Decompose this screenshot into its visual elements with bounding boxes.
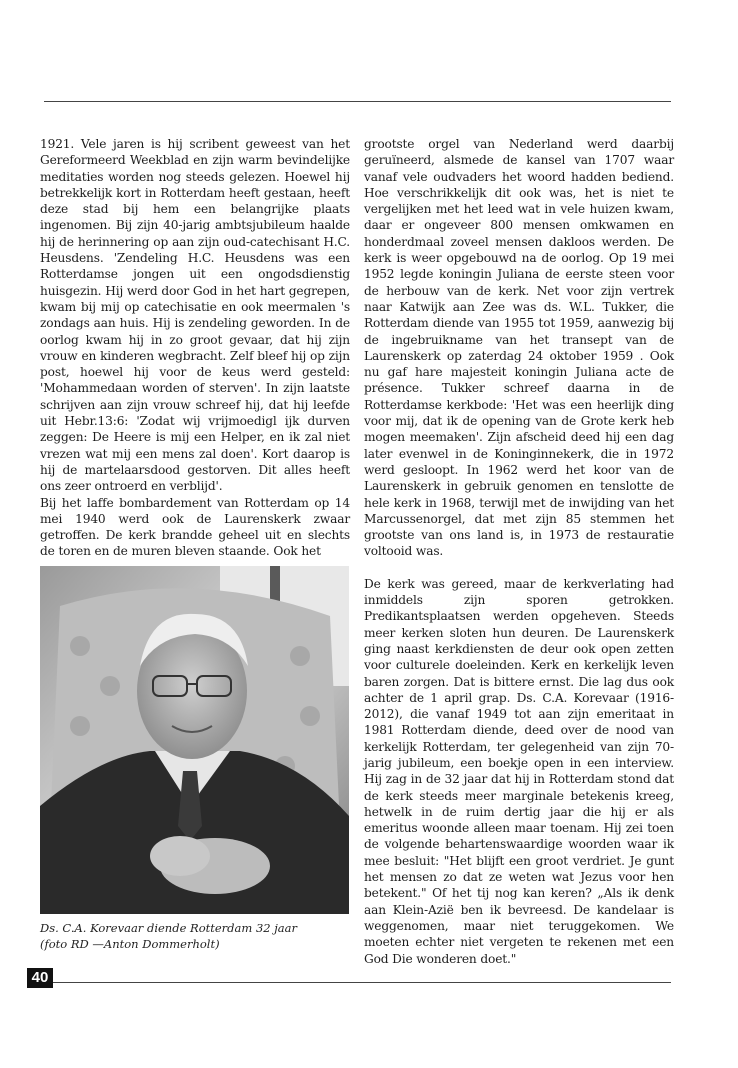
top-rule — [44, 101, 671, 102]
right-paragraph-2: De kerk was gereed, maar de kerkverlating had inmiddels zijn sporen getrokken. Predikantsplaatsen werden opgeheven. Steeds meer kerken sloten hun deuren. De Laurenskerk ging naast kerkdiensten de deur ook open zetten voor culturele doeleinden. Kerk en kerkelijk leven baren zorgen. Dat is bittere ernst. Die lag dus ook achter de 1 april grap. Ds. C.A. Korevaar (1916-2012), die vanaf 1949 tot aan zijn emeritaat in 1981 Rotterdam diende, deed over de nood van kerkelijk Rotterdam, ter gelegenheid van zijn 70-jarig jubileum, een boekje open in een interview. Hij zag in de 32 jaar dat hij in Rotterdam stond dat de kerk steeds meer marginale betekenis kreeg, hetwelk in de ruim dertig jaar die hij er als emeritus woonde alleen maar toenam. Hij zei toen de volgende behartenswaardige woorden waar ik mee besluit: "Het blijft een groot verdriet. Je gunt het mensen zo dat ze weten wat Jezus voor hen betekent." Of het tij nog kan keren? „Als ik denk aan Klein-Azië ben ik bevreesd. De kandelaar is weggenomen, maar niet teruggekomen. We moeten echter niet vergeten te rekenen met een God Die wonderen doet." — [364, 576, 674, 966]
portrait-photo — [40, 566, 349, 914]
page-number: 40 — [27, 968, 53, 988]
portrait-photo-graphic — [40, 566, 349, 914]
left-paragraph-1: 1921. Vele jaren is hij scribent geweest van het Gereformeerd Weekblad en zijn warm bevindelijke meditaties worden nog steeds gelezen. Hoewel hij betrekkelijk kort in Rotterdam heeft gestaan, heeft deze stad bij hem een belangrijke plaats ingenomen. Bij zijn 40-jarig ambtsjubileum haalde hij de herinnering op aan zijn oud-catechisant H.C. Heusdens. 'Zendeling H.C. Heusdens was een Rotterdamse jongen uit een ongodsdienstig huisgezin. Hij werd door God in het hart gegrepen, kwam bij mij op catechisatie en ook meermalen 's zondags aan huis. Hij is zendeling geworden. In de oorlog kwam hij in zo groot gevaar, dat hij zijn vrouw en kinderen wegbracht. Zelf bleef hij op zijn post, hoewel hij voor de keus werd gesteld: 'Mohammedaan worden of sterven'. In zijn laatste schrijven aan zijn vrouw schreef hij, dat hij leefde uit Hebr.13:6: 'Zodat wij vrijmoedigl ijk durven zeggen: De Heere is mij een Helper, en ik zal niet vrezen wat mij een mens zal doen'. Kort daarop is hij de martelaarsdood gestorven. Dit alles heeft ons zeer ontroerd en verblijd'. — [40, 137, 350, 494]
left-column — [40, 136, 350, 560]
photo-caption — [40, 920, 350, 952]
right-paragraph-1: grootste orgel van Nederland werd daarbij geruïneerd, alsmede de kansel van 1707 waar vanaf vele oudvaders het woord hadden bediend. Hoe verschrikkelijk dit ook was, het is niet te vergelijken met het leed wat in vele huizen kwam, daar er ongeveer 800 mensen omkwamen en honderdmaal zoveel mensen dakloos werden. De kerk is weer opgebouwd na de oorlog. Op 19 mei 1952 legde koningin Juliana de eerste steen voor de herbouw van de kerk. Net voor zijn vertrek naar Katwijk aan Zee was ds. W.L. Tukker, die Rotterdam diende van 1955 tot 1959, aanwezig bij de ingebruikname van het transept van de Laurenskerk op zaterdag 24 oktober 1959 . Ook nu gaf hare majesteit koningin Juliana acte de présence. Tukker schreef daarna in de Rotterdamse kerkbode: 'Het was een heerlijk ding voor mij, dat ik de opening van de Grote kerk heb mogen meemaken'. Zijn afscheid deed hij een dag later evenwel in de Koninginnekerk, die in 1972 werd gesloopt. In 1962 werd het koor van de Laurenskerk in gebruik genomen en tenslotte de hele kerk in 1968, terwijl met de inwijding van het Marcussenorgel, dat met zijn 85 stemmen het grootste van ons land is, in 1973 de restauratie voltooid was. — [364, 137, 674, 559]
bottom-rule — [53, 982, 671, 983]
caption-line-1: Ds. C.A. Korevaar diende Rotterdam 32 jaar — [40, 921, 298, 935]
caption-line-2: (foto RD —Anton Dommerholt) — [40, 937, 220, 951]
left-paragraph-2: Bij het laffe bombardement van Rotterdam op 14 mei 1940 werd ook de Laurenskerk zwaar getroffen. De kerk brandde geheel uit en slechts de toren en de muren bleven staande. Ook het — [40, 495, 350, 559]
right-column — [364, 136, 674, 967]
